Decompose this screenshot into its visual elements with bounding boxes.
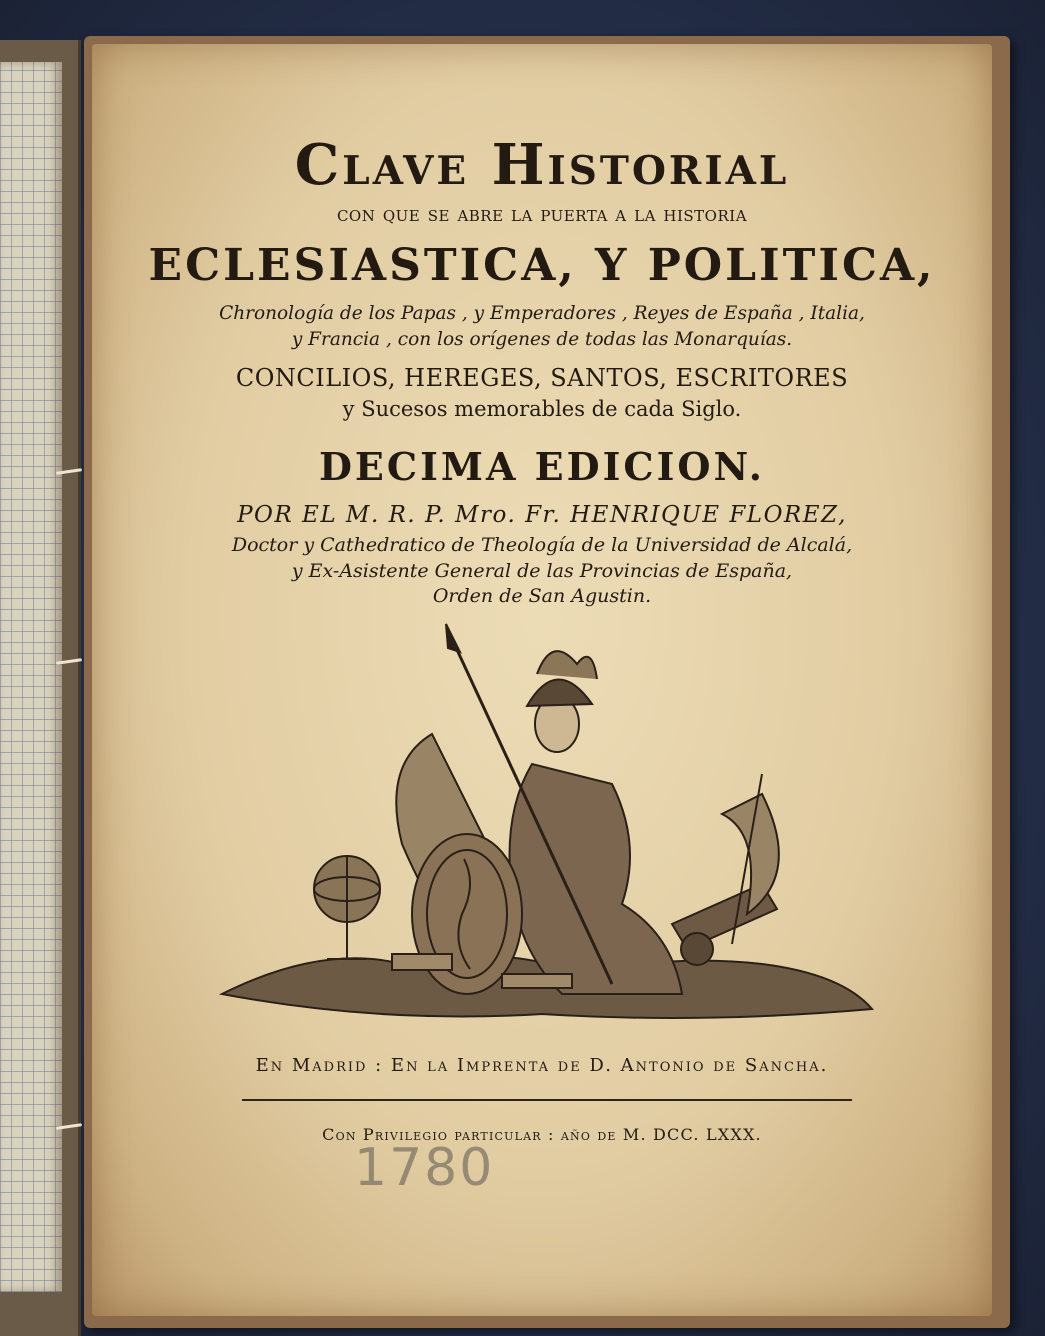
subtitle: con que se abre la puerta a la historia	[336, 202, 748, 227]
pencil-year-note: 1780	[354, 1138, 495, 1198]
author-title-1: Doctor y Cathedratico de Theología de la Universidad de Alcalá,	[231, 534, 853, 556]
author-title-3: Orden de San Agustin.	[432, 585, 652, 607]
title-page	[92, 44, 992, 1316]
divider-rule	[242, 1099, 852, 1101]
edition: DECIMA EDICION.	[318, 444, 766, 489]
author-title-2: y Ex-Asistente General de las Provincias de España,	[291, 560, 793, 582]
minerva-engraving	[202, 614, 882, 1034]
description-line-2: y Francia , con los orígenes de todas las Monarquías.	[291, 329, 793, 350]
description-line-4: y Sucesos memorables de cada Siglo.	[342, 397, 742, 421]
author-name: POR EL M. R. P. Mro. Fr. HENRIQUE FLOREZ,	[237, 502, 847, 528]
description-line-3: CONCILIOS, HEREGES, SANTOS, ESCRITORES	[235, 364, 849, 392]
imprint-line: En Madrid : En la Imprenta de D. Antonio de Sancha.	[255, 1055, 829, 1076]
main-title: Clave Historial	[294, 132, 790, 198]
privilege-line: Con Privilegio particular : año de M. DCC. LXXX.	[322, 1125, 762, 1144]
grid-endpaper	[0, 62, 62, 1292]
description-line-1: Chronología de los Papas , y Emperadores , Reyes de España , Italia,	[219, 303, 865, 324]
subtitle-large: ECLESIASTICA, Y POLITICA,	[148, 240, 936, 291]
